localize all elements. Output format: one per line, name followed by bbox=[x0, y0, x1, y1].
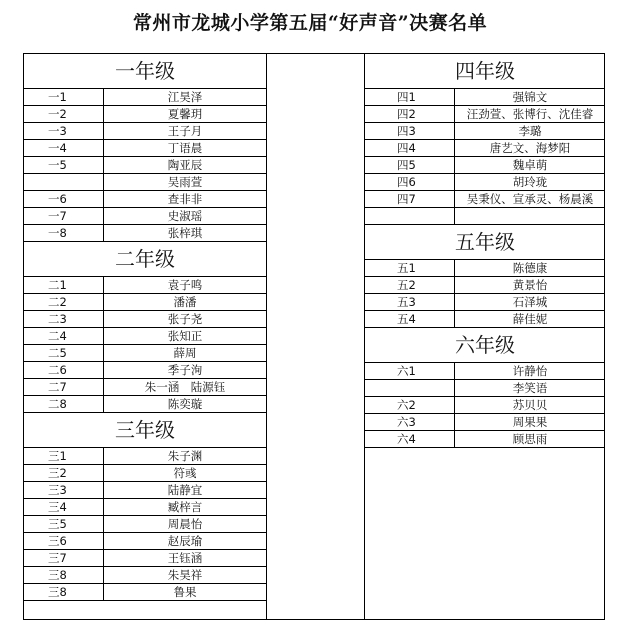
contestant-row bbox=[365, 106, 605, 123]
entry-number: 六4 bbox=[365, 431, 455, 447]
entry-number: 六2 bbox=[365, 397, 455, 413]
contestant-name: 江昊泽 bbox=[167, 90, 203, 104]
contestant-row bbox=[365, 208, 605, 225]
grade-heading: 三年级 bbox=[24, 413, 266, 448]
contestant-row bbox=[365, 363, 605, 380]
entry-number bbox=[24, 174, 104, 190]
contestant-row bbox=[24, 328, 266, 345]
entry-number: 二5 bbox=[24, 345, 104, 361]
entry-number: 一1 bbox=[24, 89, 104, 105]
contestant-row bbox=[24, 448, 266, 465]
entry-number: 四3 bbox=[365, 123, 455, 139]
contestant-name: 张知正 bbox=[167, 329, 203, 343]
contestant-name: 黄景怡 bbox=[512, 278, 548, 292]
contestant-name: 朱昊祥 bbox=[167, 568, 203, 582]
contestant-name: 王子月 bbox=[167, 124, 203, 138]
entry-number: 一8 bbox=[24, 225, 104, 241]
contestant-name: 符彧 bbox=[173, 466, 197, 480]
contestant-name: 朱一涵 陆源钰 bbox=[144, 380, 226, 394]
contestant-name: 汪劲萱、张博行、沈佳睿 bbox=[466, 107, 594, 121]
document-title: 常州市龙城小学第五届“好声音”决赛名单 bbox=[132, 12, 488, 34]
column-divider-left bbox=[266, 54, 267, 619]
grade-heading: 五年级 bbox=[365, 225, 605, 260]
contestant-row bbox=[365, 260, 605, 277]
contestant-name: 魏卓萌 bbox=[512, 158, 548, 172]
grade-heading: 一年级 bbox=[24, 54, 266, 89]
entry-number: 四5 bbox=[365, 157, 455, 173]
contestant-name: 唐艺文、海梦阳 bbox=[489, 141, 571, 155]
contestant-name: 顾思雨 bbox=[512, 432, 548, 446]
contestant-name: 袁子鸣 bbox=[167, 278, 203, 292]
entry-number: 三2 bbox=[24, 465, 104, 481]
entry-number: 二4 bbox=[24, 328, 104, 344]
contestant-name: 许静怡 bbox=[512, 364, 548, 378]
contestant-name: 苏贝贝 bbox=[512, 398, 548, 412]
contestant-row bbox=[24, 311, 266, 328]
contestant-name: 薛佳妮 bbox=[512, 312, 548, 326]
entry-number: 二3 bbox=[24, 311, 104, 327]
entry-number: 三4 bbox=[24, 499, 104, 515]
contestant-table bbox=[23, 53, 605, 620]
contestant-row bbox=[365, 397, 605, 414]
grade-heading: 六年级 bbox=[365, 328, 605, 363]
contestant-row bbox=[24, 567, 266, 584]
contestant-name: 李笑语 bbox=[512, 381, 548, 395]
entry-number: 五4 bbox=[365, 311, 455, 327]
contestant-name: 陈德康 bbox=[512, 261, 548, 275]
contestant-row bbox=[24, 123, 266, 140]
contestant-row bbox=[24, 277, 266, 294]
contestant-row bbox=[24, 106, 266, 123]
contestant-row bbox=[365, 414, 605, 431]
contestant-name: 赵辰瑜 bbox=[167, 534, 203, 548]
contestant-name: 夏馨玥 bbox=[167, 107, 203, 121]
grade-heading: 四年级 bbox=[365, 54, 605, 89]
entry-number: 三8 bbox=[24, 584, 104, 600]
contestant-name: 张梓琪 bbox=[167, 226, 203, 240]
contestant-row bbox=[365, 174, 605, 191]
entry-number: 三8 bbox=[24, 567, 104, 583]
entry-number: 三7 bbox=[24, 550, 104, 566]
entry-number bbox=[365, 380, 455, 396]
entry-number: 二2 bbox=[24, 294, 104, 310]
entry-number: 三6 bbox=[24, 533, 104, 549]
contestant-row bbox=[24, 499, 266, 516]
contestant-name: 丁语晨 bbox=[167, 141, 203, 155]
entry-number: 一7 bbox=[24, 208, 104, 224]
contestant-name: 强锦文 bbox=[512, 90, 548, 104]
entry-number: 三5 bbox=[24, 516, 104, 532]
contestant-name: 吴雨萱 bbox=[167, 175, 203, 189]
contestant-name: 张子尧 bbox=[167, 312, 203, 326]
contestant-name: 薛周 bbox=[173, 346, 197, 360]
contestant-row bbox=[24, 89, 266, 106]
entry-number: 二7 bbox=[24, 379, 104, 395]
contestant-name: 陶亚辰 bbox=[167, 158, 203, 172]
grade-heading: 二年级 bbox=[24, 242, 266, 277]
contestant-row bbox=[24, 345, 266, 362]
contestant-name: 吴秉仪、宣承灵、杨晨溪 bbox=[466, 192, 594, 206]
contestant-row bbox=[365, 431, 605, 448]
contestant-row bbox=[24, 379, 266, 396]
contestant-row bbox=[24, 396, 266, 413]
contestant-name: 朱子渊 bbox=[167, 449, 203, 463]
contestant-row bbox=[365, 277, 605, 294]
contestant-name: 陈奕璇 bbox=[167, 397, 203, 411]
contestant-row bbox=[365, 140, 605, 157]
contestant-name: 史淑瑶 bbox=[167, 209, 203, 223]
contestant-row bbox=[24, 157, 266, 174]
entry-number: 一3 bbox=[24, 123, 104, 139]
contestant-row bbox=[365, 123, 605, 140]
contestant-row bbox=[24, 482, 266, 499]
entry-number: 一5 bbox=[24, 157, 104, 173]
contestant-row bbox=[24, 140, 266, 157]
contestant-row bbox=[24, 294, 266, 311]
entry-number: 五3 bbox=[365, 294, 455, 310]
entry-number: 一2 bbox=[24, 106, 104, 122]
entry-number: 四6 bbox=[365, 174, 455, 190]
entry-number: 四7 bbox=[365, 191, 455, 207]
contestant-row bbox=[365, 380, 605, 397]
entry-number bbox=[365, 208, 455, 224]
entry-number: 五2 bbox=[365, 277, 455, 293]
contestant-row bbox=[24, 550, 266, 567]
contestant-row bbox=[365, 294, 605, 311]
contestant-row bbox=[24, 584, 266, 601]
contestant-name: 臧梓言 bbox=[167, 500, 203, 514]
contestant-name: 陆静宜 bbox=[167, 483, 203, 497]
contestant-name: 胡玲珑 bbox=[512, 175, 548, 189]
contestant-row bbox=[24, 174, 266, 191]
contestant-row bbox=[24, 208, 266, 225]
entry-number: 三1 bbox=[24, 448, 104, 464]
contestant-row bbox=[24, 465, 266, 482]
contestant-row bbox=[365, 89, 605, 106]
contestant-row bbox=[24, 225, 266, 242]
entry-number: 二6 bbox=[24, 362, 104, 378]
contestant-name: 查非非 bbox=[167, 192, 203, 206]
contestant-row bbox=[24, 362, 266, 379]
entry-number: 五1 bbox=[365, 260, 455, 276]
contestant-name: 潘潘 bbox=[173, 295, 197, 309]
contestant-name: 石泽城 bbox=[512, 295, 548, 309]
entry-number: 四4 bbox=[365, 140, 455, 156]
contestant-name: 王钰涵 bbox=[167, 551, 203, 565]
entry-number: 二8 bbox=[24, 396, 104, 412]
contestant-row bbox=[24, 533, 266, 550]
contestant-row bbox=[24, 516, 266, 533]
contestant-name: 季子洵 bbox=[167, 363, 203, 377]
contestant-row bbox=[365, 311, 605, 328]
entry-number: 一6 bbox=[24, 191, 104, 207]
contestant-name: 周果果 bbox=[512, 415, 548, 429]
contestant-name: 鲁果 bbox=[173, 585, 197, 599]
entry-number: 四2 bbox=[365, 106, 455, 122]
entry-number: 三3 bbox=[24, 482, 104, 498]
entry-number: 二1 bbox=[24, 277, 104, 293]
entry-number: 六3 bbox=[365, 414, 455, 430]
entry-number: 四1 bbox=[365, 89, 455, 105]
contestant-row bbox=[365, 191, 605, 208]
entry-number: 一4 bbox=[24, 140, 104, 156]
entry-number: 六1 bbox=[365, 363, 455, 379]
contestant-name: 李璐 bbox=[518, 124, 542, 138]
contestant-row bbox=[365, 157, 605, 174]
contestant-name: 周晨怡 bbox=[167, 517, 203, 531]
contestant-name bbox=[455, 208, 605, 224]
contestant-row bbox=[24, 191, 266, 208]
